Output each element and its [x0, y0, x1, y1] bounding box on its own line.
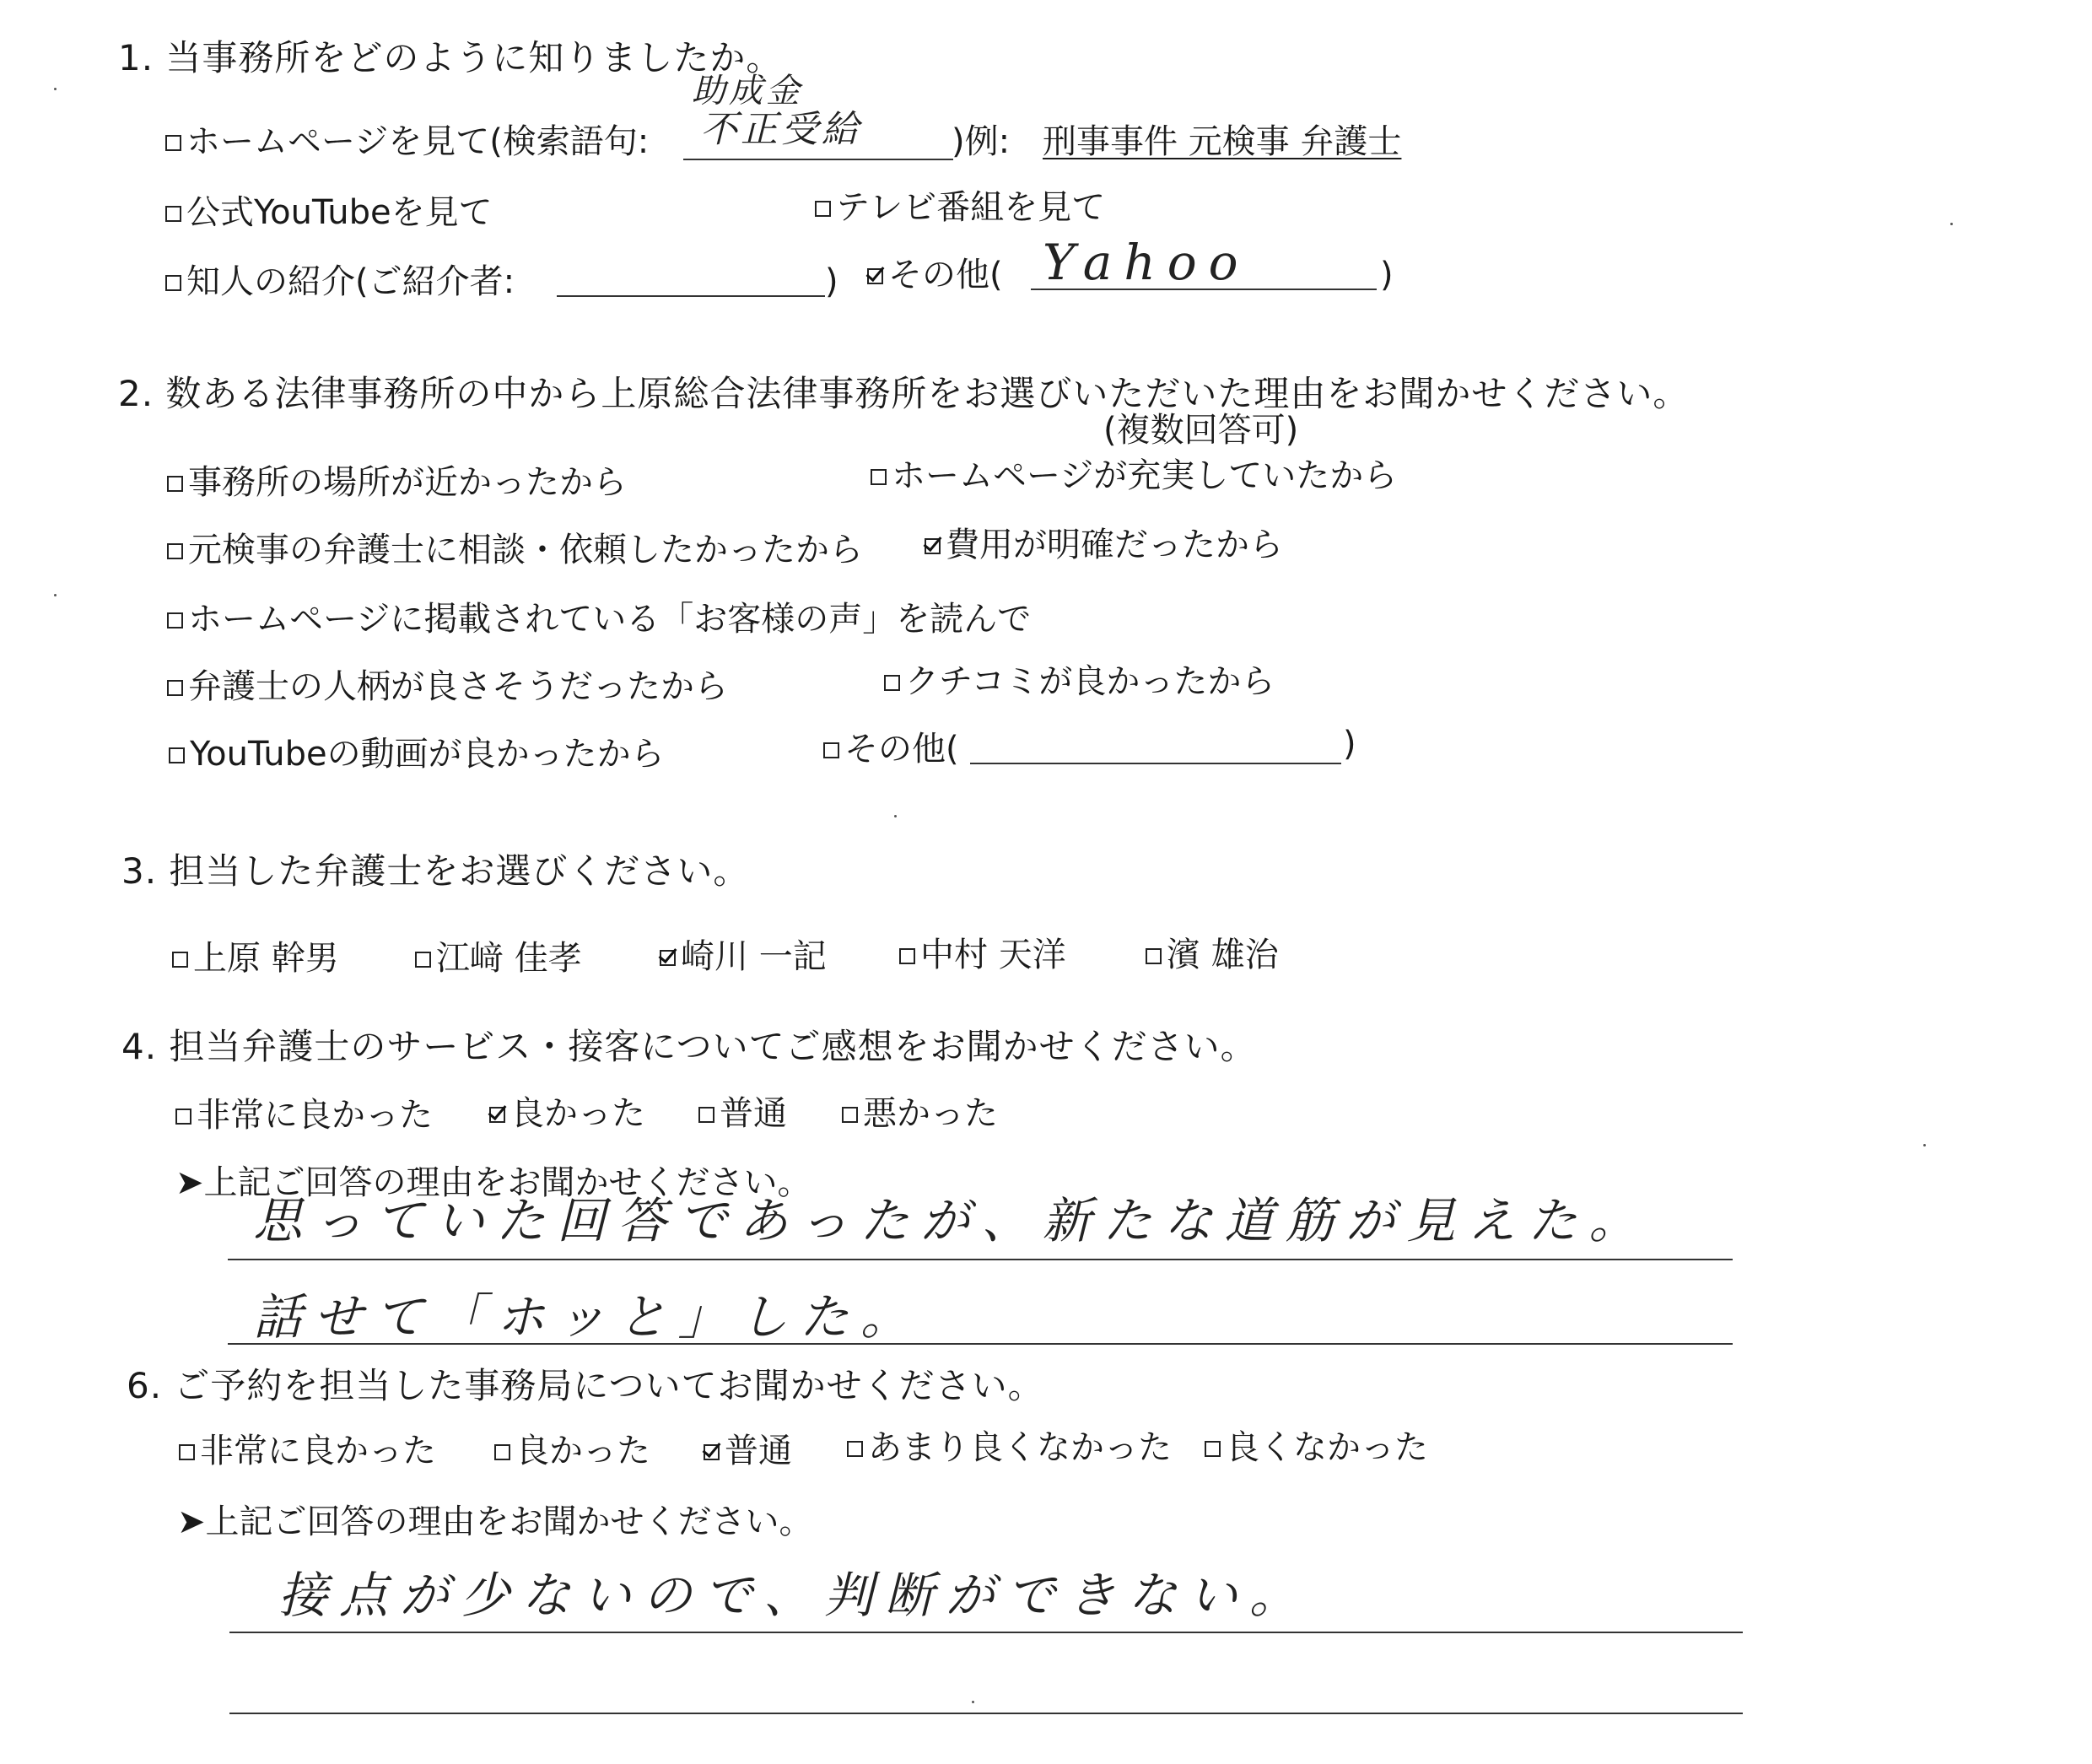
q1-option-homepage[interactable]	[165, 122, 650, 161]
q2-option-personality[interactable]	[167, 667, 728, 706]
q6-option-normal[interactable]	[704, 1434, 792, 1468]
checkbox-checked[interactable]	[867, 268, 883, 284]
q4-option-bad[interactable]	[842, 1094, 998, 1133]
checkbox-checked[interactable]	[489, 1107, 505, 1123]
q4-option-good[interactable]	[489, 1094, 645, 1133]
checkbox[interactable]	[165, 135, 181, 151]
checkbox[interactable]	[1205, 1441, 1221, 1457]
q4-title: 4. 担当弁護士のサービス・接客についてご感想をお聞かせください。	[121, 1026, 1257, 1067]
checkbox[interactable]	[179, 1444, 195, 1460]
q3-sakikawa-label: 崎川 一記	[681, 937, 827, 976]
checkbox[interactable]	[165, 206, 181, 222]
q6-answer-rule1	[229, 1632, 1743, 1633]
checkbox[interactable]	[847, 1441, 863, 1457]
q6-reason-label: 上記ご回答の理由をお聞かせください。	[205, 1502, 813, 1541]
q1-search-term: 不正受給	[700, 108, 862, 151]
q2-title: 2. 数ある法律事務所の中から上原総合法律事務所をお選びいただいた理由をお聞かせください。	[118, 373, 1690, 414]
q2-homepage-label: ホームページが充実していたから	[892, 456, 1398, 495]
checkbox[interactable]	[899, 948, 915, 964]
q1-homepage-label: ホームページを見て(検索語句:	[186, 122, 650, 161]
q2-personality-label: 弁護士の人柄が良さそうだったから	[188, 667, 728, 706]
q1-referral-label: 知人の紹介(ご紹介者:	[186, 262, 515, 301]
scan-speck	[54, 88, 57, 90]
checkbox[interactable]	[884, 675, 900, 691]
q2-option-voice[interactable]	[167, 600, 1032, 639]
q1-other-line	[1031, 289, 1377, 290]
q2-review-label: クチコミが良かったから	[905, 662, 1275, 701]
q2-prosecutor-label: 元検事の弁護士に相談・依頼したかったから	[188, 531, 863, 569]
q2-option-prosecutor[interactable]	[167, 533, 863, 567]
q6-not-good-label: 良くなかった	[1226, 1428, 1428, 1467]
q1-title: 1. 当事務所をどのように知りましたか。	[118, 37, 783, 78]
checkbox[interactable]	[1146, 948, 1162, 964]
q2-youtube-label: YouTubeの動画が良かったから	[190, 735, 665, 774]
q4-answer-line2: 話せて「ホッと」した。	[253, 1288, 922, 1346]
q1-other-written: Yahoo	[1043, 234, 1250, 291]
q2-option-fee[interactable]	[925, 528, 1283, 562]
q6-normal-label: 普通	[725, 1432, 792, 1470]
checkbox[interactable]	[175, 1109, 191, 1125]
q3-hama-label: 濱 雄治	[1167, 936, 1279, 974]
scan-speck	[972, 1701, 974, 1703]
q6-answer-rule2	[229, 1713, 1743, 1714]
q1-example-prefix: )例:	[952, 122, 1011, 161]
q1-other-label: その他(	[888, 256, 1003, 294]
scan-speck	[894, 815, 897, 817]
checkbox[interactable]	[815, 201, 831, 217]
scan-speck	[54, 594, 57, 596]
arrow-right-icon: ➤	[175, 1163, 204, 1202]
checkbox[interactable]	[871, 469, 887, 485]
q1-search-line	[683, 159, 953, 160]
scan-speck	[1950, 223, 1953, 225]
q6-title: 6. ご予約を担当した事務局についてお聞かせください。	[127, 1365, 1044, 1406]
q1-option-youtube[interactable]	[165, 193, 493, 232]
q2-fee-label: 費用が明確だったから	[946, 526, 1283, 564]
q1-option-other[interactable]	[867, 258, 1003, 292]
q4-very-good-label: 非常に良かった	[197, 1096, 433, 1135]
q4-option-normal[interactable]	[698, 1094, 787, 1133]
q2-voice-label: ホームページに掲載されている「お客様の声」を読んで	[188, 600, 1032, 639]
q6-option-not-good[interactable]	[1205, 1428, 1428, 1467]
q6-good-label: 良かった	[515, 1432, 650, 1470]
q4-option-very-good[interactable]	[175, 1096, 433, 1135]
q1-option-referral[interactable]	[165, 262, 515, 301]
q1-tv-label: テレビ番組を見て	[836, 188, 1106, 227]
checkbox-checked[interactable]	[925, 538, 941, 554]
q6-not-so-good-label: あまり良くなかった	[868, 1428, 1172, 1467]
q6-very-good-label: 非常に良かった	[200, 1432, 436, 1470]
checkbox-checked[interactable]	[704, 1444, 720, 1460]
checkbox[interactable]	[698, 1107, 714, 1123]
checkbox[interactable]	[167, 680, 183, 696]
q1-option-tv[interactable]	[815, 188, 1106, 227]
q3-option-ezaki[interactable]	[415, 939, 582, 978]
q4-good-label: 良かった	[510, 1094, 645, 1133]
q4-bad-label: 悪かった	[863, 1094, 998, 1133]
checkbox[interactable]	[823, 742, 839, 758]
q4-answer-rule2	[228, 1343, 1733, 1345]
q4-normal-label: 普通	[720, 1094, 787, 1133]
q6-option-good[interactable]	[494, 1434, 650, 1468]
checkbox[interactable]	[842, 1107, 858, 1123]
q2-other-line	[970, 763, 1341, 764]
arrow-right-icon: ➤	[177, 1502, 206, 1541]
scan-speck	[1923, 1144, 1926, 1146]
q2-note: (複数回答可)	[1103, 411, 1299, 450]
q3-option-nakamura[interactable]	[899, 938, 1066, 972]
checkbox-checked[interactable]	[660, 950, 676, 966]
q1-referral-line	[557, 295, 825, 297]
checkbox[interactable]	[165, 275, 181, 291]
q2-option-other[interactable]	[823, 730, 959, 769]
q3-ezaki-label: 江﨑 佳孝	[436, 939, 582, 978]
checkbox[interactable]	[415, 952, 431, 968]
q1-other-close: )	[1380, 256, 1394, 294]
q6-answer-line1: 接点が少ないので、判断ができない。	[278, 1567, 1310, 1624]
q3-option-hama[interactable]	[1146, 938, 1279, 972]
checkbox[interactable]	[167, 543, 183, 559]
checkbox[interactable]	[494, 1444, 510, 1460]
q2-option-location[interactable]	[167, 463, 627, 502]
q6-option-not-so-good[interactable]	[847, 1428, 1172, 1467]
q2-location-label: 事務所の場所が近かったから	[188, 463, 627, 502]
checkbox[interactable]	[167, 476, 183, 492]
q2-other-label: その他(	[844, 730, 959, 769]
q1-youtube-label: 公式YouTubeを見て	[186, 193, 493, 232]
q3-uehara-label: 上原 幹男	[193, 939, 339, 978]
q2-option-homepage[interactable]	[871, 456, 1398, 495]
q3-option-uehara[interactable]	[172, 939, 339, 978]
checkbox[interactable]	[172, 952, 188, 968]
q2-option-youtube[interactable]	[169, 735, 665, 774]
q3-title: 3. 担当した弁護士をお選びください。	[121, 850, 750, 892]
q2-other-close: )	[1343, 725, 1356, 763]
q1-referral-close: )	[825, 262, 838, 301]
q6-option-very-good[interactable]	[179, 1434, 436, 1468]
q1-example: 刑事事件 元検事 弁護士	[1043, 122, 1402, 161]
q3-option-sakikawa[interactable]	[660, 937, 827, 976]
q1-search-annotation: 助成金	[692, 72, 803, 111]
checkbox[interactable]	[169, 747, 185, 763]
q4-answer-line1: 思っていた回答であったが、新たな道筋が見えた。	[253, 1192, 1650, 1249]
q2-option-review[interactable]	[884, 662, 1275, 701]
q4-reason-label: 上記ご回答の理由をお聞かせください。	[203, 1163, 811, 1202]
q4-answer-rule1	[228, 1259, 1733, 1260]
checkbox[interactable]	[167, 612, 183, 628]
q6-reason-prompt	[177, 1502, 813, 1541]
q3-nakamura-label: 中村 天洋	[920, 936, 1066, 974]
